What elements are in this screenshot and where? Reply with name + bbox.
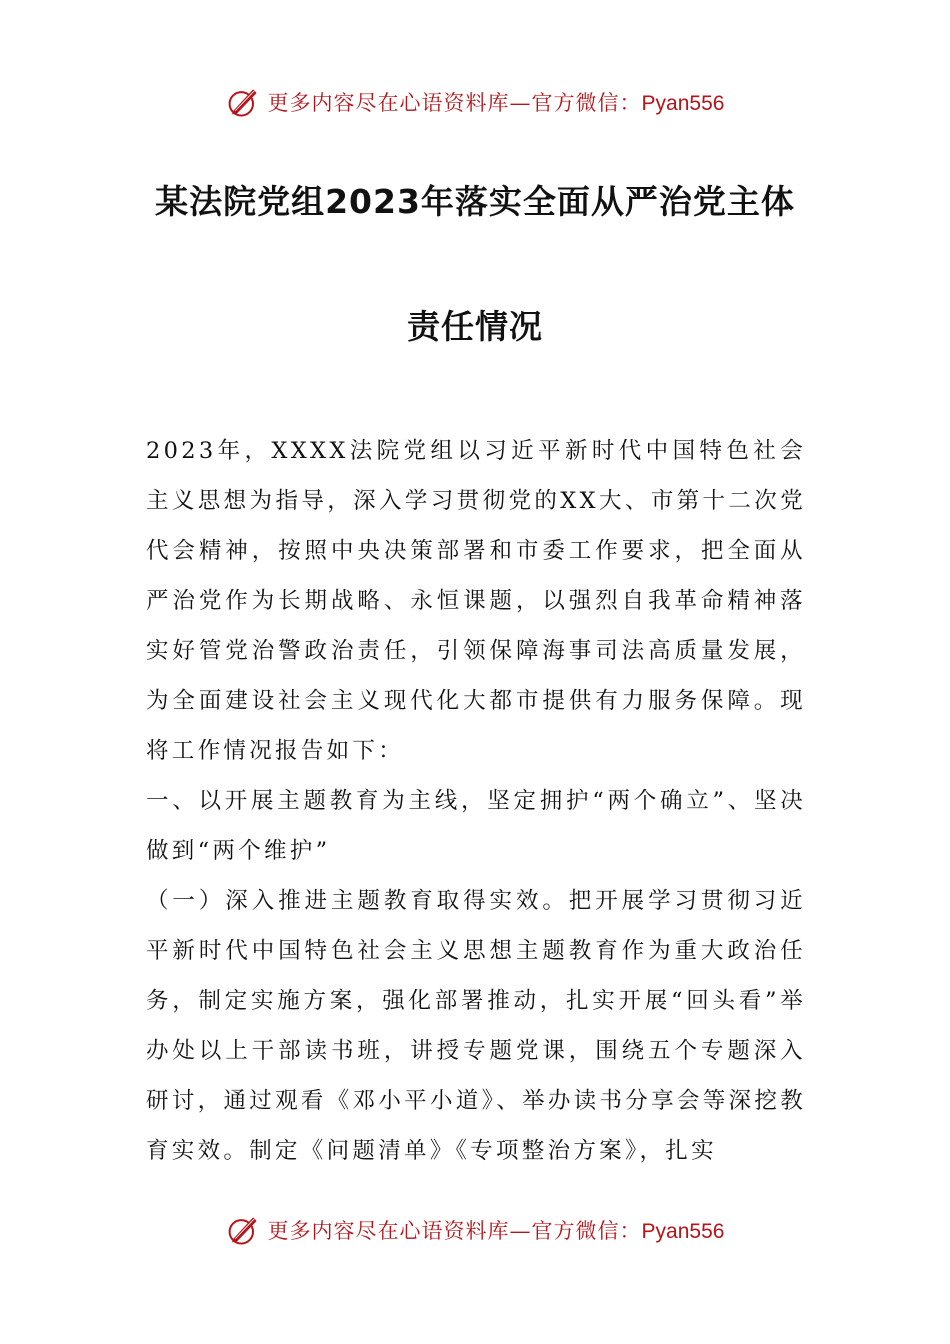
watermark-label: 更多内容尽在心语资料库—官方微信： [267,91,642,115]
pen-logo-icon [226,84,262,120]
document-body [146,426,806,1176]
pen-logo-icon [226,1212,262,1248]
watermark-banner-bottom [0,1210,950,1250]
watermark-text [268,1215,725,1245]
watermark-banner-top [0,82,950,122]
wechat-id: Pyan556 [641,1220,725,1243]
document-title-line-2: 责任情况 [407,307,543,346]
intro-paragraph: 2023年，XXXX法院党组以习近平新时代中国特色社会主义思想为指导，深入学习贯彻党的XX大、市第十二次党代会精神，按照中央决策部署和市委工作要求，把全面从严治党作为长期战略、永恒课题，以强烈自我革命精神落实好管党治警政治责任，引领保障海事司法高质量发展，为全面建设社会主义现代化大都市提供有力服务保障。现将工作情况报告如下： [146,438,806,764]
subsection-paragraph-1: （一）深入推进主题教育取得实效。把开展学习贯彻习近平新时代中国特色社会主义思想主题教育作为重大政治任务，制定实施方案，强化部署推动，扎实开展“回头看”举办处以上干部读书班，讲授专题党课，围绕五个专题深入研讨，通过观看《邓小平小道》、举办读书分享会等深挖教育实效。制定《问题清单》《专项整治方案》，扎实 [146,888,806,1164]
document-title-line-1: 某法院党组2023年落实全面从严治党主体 [155,182,795,221]
wechat-id: Pyan556 [641,92,725,115]
section-heading-1: 一、以开展主题教育为主线，坚定拥护“两个确立”、坚决做到“两个维护” [146,788,806,864]
watermark-label: 更多内容尽在心语资料库—官方微信： [267,1219,642,1243]
watermark-text [268,87,725,117]
